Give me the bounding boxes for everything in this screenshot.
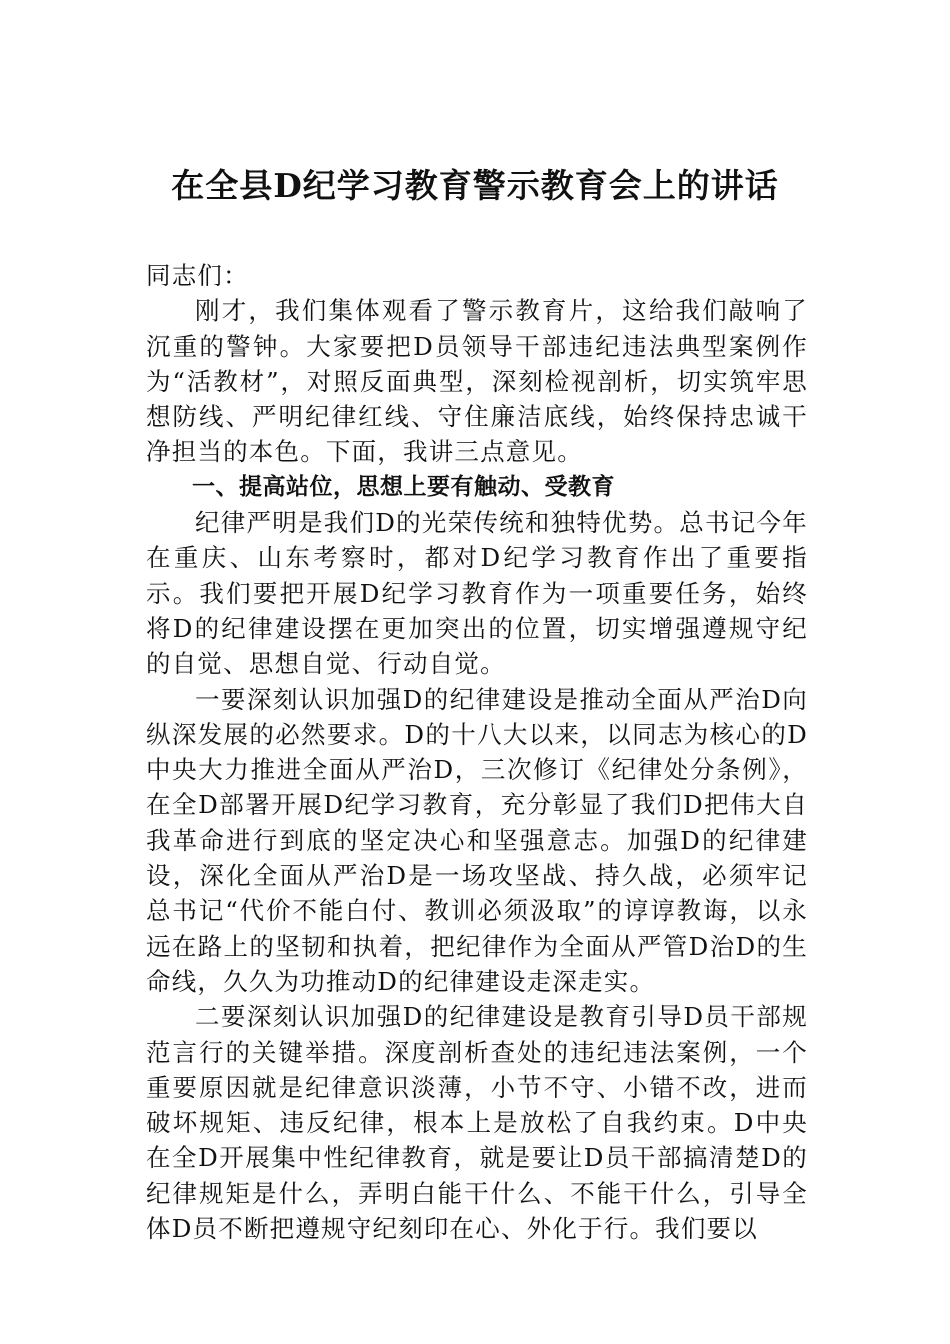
document-title: 在全县D纪学习教育警示教育会上的讲话	[171, 166, 779, 205]
salutation: 同志们：	[146, 261, 249, 290]
paragraph-point-two: 二要深刻认识加强D的纪律建设是教育引导D员干部规范言行的关键举措。深度剖析查处的违纪违法案例，一个重要原因就是纪律意识淡薄，小节不守、小错不改，进而破坏规矩、违反纪律，根本上是放松了自我约束。D中央在全D开展集中性纪律教育，就是要让D员干部搞清楚D的纪律规矩是什么，弄明白能干什么、不能干什么，引导全体D员不断把遵规守纪刻印在心、外化于行。我们要以	[146, 1002, 808, 1244]
paragraph-point-one: 一要深刻认识加强D的纪律建设是推动全面从严治D向纵深发展的必然要求。D的十八大以来，以同志为核心的D中央大力推进全面从严治D，三次修订《纪律处分条例》，在全D部署开展D纪学习教育，充分彰显了我们D把伟大自我革命进行到底的坚定决心和坚强意志。加强D的纪律建设，深化全面从严治D是一场攻坚战、持久战，必须牢记总书记“代价不能白付、教训必须汲取”的谆谆教诲，以永远在路上的坚韧和执着，把纪律作为全面从严管D治D的生命线，久久为功推动D的纪律建设走深走实。	[146, 684, 808, 996]
paragraph-discipline-tradition: 纪律严明是我们D的光荣传统和独特优势。总书记今年在重庆、山东考察时，都对D纪学习教育作出了重要指示。我们要把开展D纪学习教育作为一项重要任务，始终将D的纪律建设摆在更加突出的位置，切实增强遵规守纪的自觉、思想自觉、行动自觉。	[146, 508, 808, 679]
section-heading-1: 一、提高站位，思想上要有触动、受教育	[192, 473, 615, 500]
paragraph-opening: 刚才，我们集体观看了警示教育片，这给我们敲响了沉重的警钟。大家要把D员领导干部违纪违法典型案例作为“活教材”，对照反面典型，深刻检视剖析，切实筑牢思想防线、严明纪律红线、守住廉洁底线，始终保持忠诚干净担当的本色。下面，我讲三点意见。	[146, 296, 808, 467]
document-body	[146, 258, 808, 1246]
